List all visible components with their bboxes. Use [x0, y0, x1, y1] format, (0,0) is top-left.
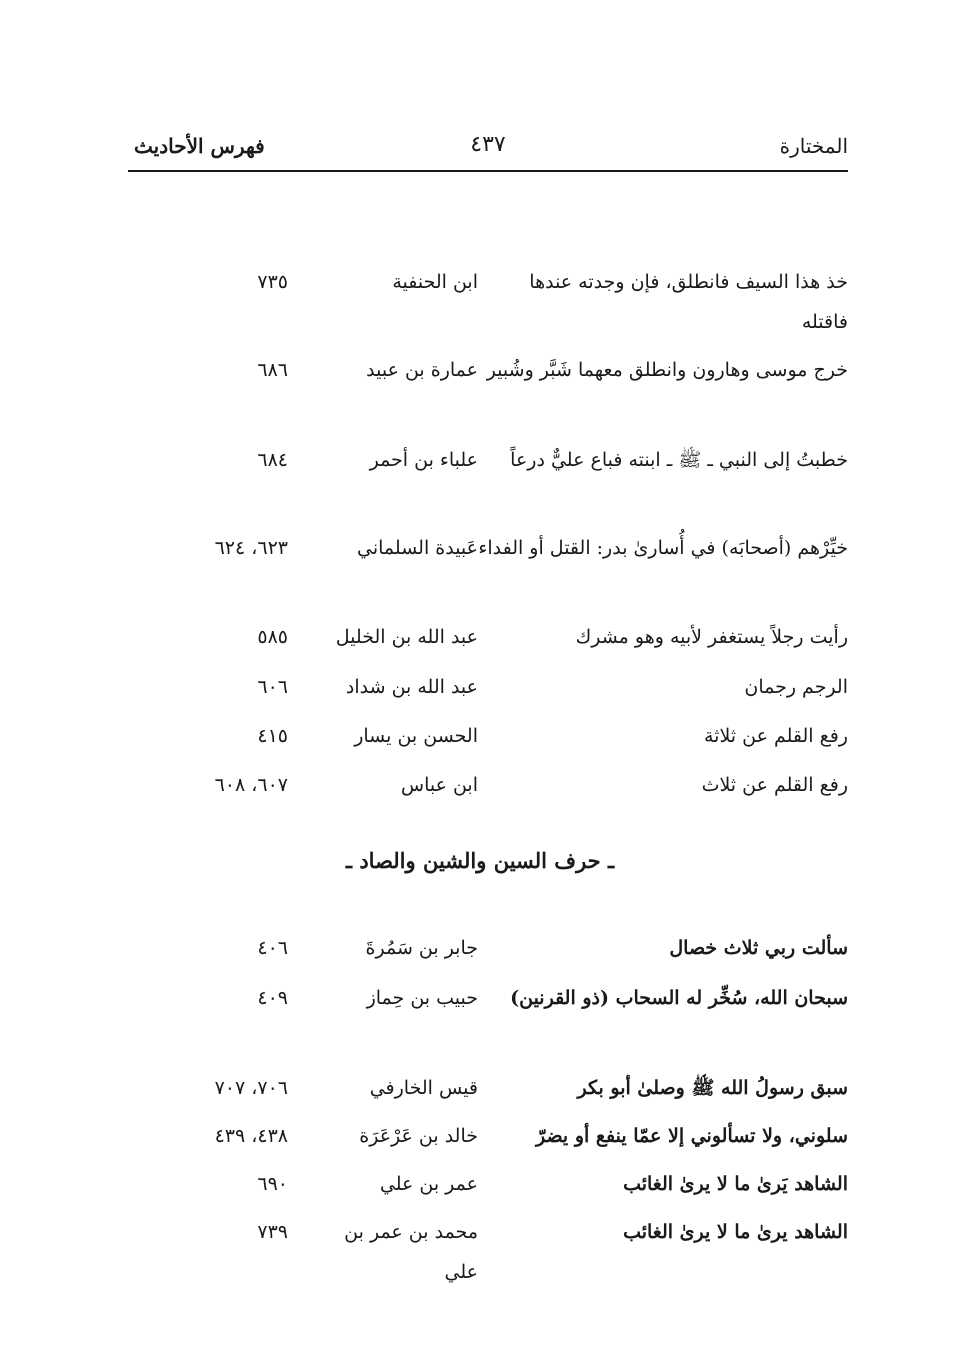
hadith-text: سبحان الله، سُخِّر له السحاب (ذو القرنين): [510, 987, 848, 1009]
hadith-text: خطبتُ إلى النبي ـ ﷺ ـ ابنته فباع عليٌّ درعاً: [510, 449, 848, 471]
hadith-text: سلوني، ولا تسألوني إلا عمّا ينفع أو يضرّ: [535, 1125, 848, 1147]
hadith-entry: [0, 978, 960, 1058]
narrator: عبد الله بن شداد: [345, 676, 478, 698]
narrator: ابن الحنفية: [392, 271, 478, 293]
hadith-entry: [0, 528, 960, 608]
hadith-text: خذ هذا السيف فانطلق، فإن وجدته عندها فاقتله: [529, 271, 848, 333]
page-number: ٤٣٧: [470, 132, 506, 157]
page-refs: ٧٣٥: [257, 271, 288, 293]
page-refs: ٧٣٩: [257, 1221, 288, 1243]
hadith-text: رأيت رجلاً يستغفر لأبيه وهو مشرك: [575, 626, 848, 648]
page-refs: ٦٨٦: [257, 359, 288, 381]
page-refs: ٤١٥: [257, 725, 288, 747]
narrator: قيس الخارفي: [369, 1077, 478, 1099]
hadith-entry: [0, 1116, 960, 1156]
page-refs: ٤٠٩: [257, 987, 288, 1009]
narrator: خالد بن عَرْعَرَة: [359, 1125, 478, 1147]
page-refs: ٦٢٣، ٦٢٤: [214, 537, 288, 559]
page-refs: ٧٠٦، ٧٠٧: [214, 1077, 288, 1099]
page-header: [128, 128, 848, 168]
hadith-entry: [0, 262, 960, 342]
hadith-entry: [0, 765, 960, 805]
narrator: الحسن بن يسار: [354, 725, 478, 747]
page-refs: ٦٩٠: [257, 1173, 288, 1195]
narrator: عمر بن علي: [379, 1173, 478, 1195]
page-refs: ٦٠٧، ٦٠٨: [214, 774, 288, 796]
hadith-entry: [0, 1164, 960, 1204]
narrator: عَبيدة السلماني: [357, 537, 478, 559]
page-refs: ٦٨٤: [257, 449, 288, 471]
hadith-text: خيِّرْهم (أصحابَه) في أُسارىٰ بدر: القتل أو الفداء: [478, 537, 848, 559]
hadith-text: الشاهد يَرىٰ ما لا يرىٰ الغائب: [623, 1173, 848, 1195]
narrator: حبيب بن حِماز: [366, 987, 478, 1009]
narrator: ابن عباس: [400, 774, 478, 796]
narrator: جابر بن سَمُرةَ: [365, 937, 478, 959]
index-title: فهرس الأحاديث: [134, 134, 265, 158]
hadith-text: رفع القلم عن ثلاث: [701, 774, 848, 796]
header-rule: [128, 170, 848, 172]
hadith-text: خرج موسى وهارون وانطلق معهما شَبَّر وشُبير: [486, 359, 848, 381]
hadith-text: الرجم رجمان: [744, 676, 848, 698]
hadith-text: رفع القلم عن ثلاثة: [703, 725, 848, 747]
hadith-entry: [0, 350, 960, 430]
book-title: المختارة: [779, 134, 848, 158]
hadith-text: سبق رسولُ الله ﷺ وصلىٰ أبو بكر: [577, 1077, 848, 1099]
page-refs: ٤٣٨، ٤٣٩: [214, 1125, 288, 1147]
narrator: عبد الله بن الخليل: [335, 626, 478, 648]
page-refs: ٤٠٦: [257, 937, 288, 959]
narrator: علباء بن أحمر: [369, 449, 478, 471]
narrator: عمارة بن عبيد: [366, 359, 478, 381]
hadith-text: الشاهد يرىٰ ما لا يرىٰ الغائب: [623, 1221, 848, 1243]
page-refs: ٥٨٥: [257, 626, 288, 648]
narrator: محمد بن عمر بن علي: [344, 1221, 478, 1283]
hadith-entry: [0, 1212, 960, 1292]
hadith-entry: [0, 440, 960, 520]
hadith-entry: [0, 716, 960, 756]
hadith-entry: [0, 1068, 960, 1108]
page-refs: ٦٠٦: [257, 676, 288, 698]
hadith-entry: [0, 667, 960, 707]
hadith-entry: [0, 617, 960, 657]
hadith-text: سألت ربي ثلاث خصال: [669, 937, 848, 959]
hadith-entry: [0, 928, 960, 968]
section-heading: ـ حرف السين والشين والصاد ـ: [345, 848, 615, 873]
